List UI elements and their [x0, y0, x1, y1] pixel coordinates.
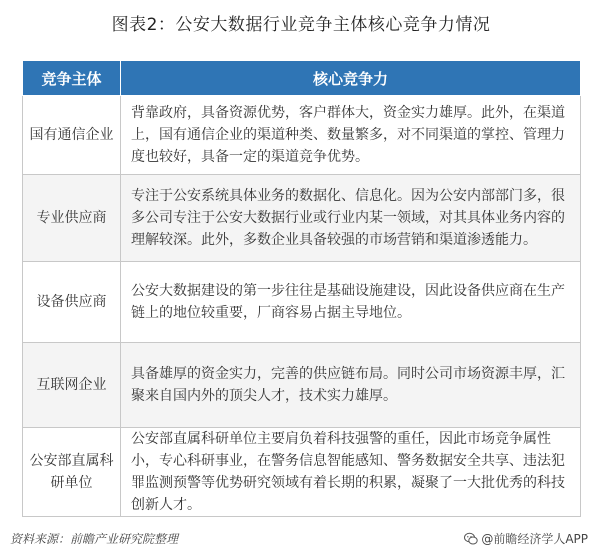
row-subject: 专业供应商 — [23, 175, 121, 262]
header-subject: 竞争主体 — [23, 61, 121, 96]
row-description: 背靠政府，具备资源优势，客户群体大，资金实力雄厚。此外，在渠道上，国有通信企业的渠道种类、数量繁多，对不同渠道的掌控、管理力度也较好，具备一定的渠道竞争优势。 — [121, 96, 581, 175]
table-row — [23, 175, 581, 262]
row-subject: 国有通信企业 — [23, 96, 121, 175]
competition-table — [22, 60, 581, 517]
table-row — [23, 428, 581, 517]
chart-title: 图表2：公安大数据行业竞争主体核心竞争力情况 — [111, 15, 491, 35]
brand-credit — [464, 530, 588, 547]
header-core-competitiveness: 核心竞争力 — [121, 61, 581, 96]
table-row — [23, 262, 581, 343]
table-row — [23, 343, 581, 428]
competition-table-container — [22, 60, 580, 517]
brand-label: @前瞻经济学人APP — [481, 532, 588, 546]
table-header-row — [23, 61, 581, 96]
row-subject: 互联网企业 — [23, 343, 121, 428]
row-description: 公安部直属科研单位主要肩负着科技强警的重任，因此市场竞争属性小，专心科研事业，在警务信息智能感知、警务数据安全共享、违法犯罪监测预警等优势研究领域有着长期的积累，凝聚了一大批优秀的科技创新人才。 — [121, 428, 581, 517]
row-description: 公安大数据建设的第一步往往是基础设施建设，因此设备供应商在生产链上的地位较重要，厂商容易占据主导地位。 — [121, 262, 581, 343]
row-subject: 设备供应商 — [23, 262, 121, 343]
row-subject: 公安部直属科研单位 — [23, 428, 121, 517]
table-row — [23, 96, 581, 175]
footer — [0, 528, 602, 554]
source-note: 资料来源：前瞻产业研究院整理 — [10, 532, 179, 546]
wechat-icon — [464, 532, 478, 546]
row-description: 专注于公安系统具体业务的数据化、信息化。因为公安内部部门多，很多公司专注于公安大数据行业或行业内某一领域，对其具体业务内容的理解较深。此外，多数企业具备较强的市场营销和渠道渗透能力。 — [121, 175, 581, 262]
row-description: 具备雄厚的资金实力，完善的供应链布局。同时公司市场资源丰厚，汇聚来自国内外的顶尖人才，技术实力雄厚。 — [121, 343, 581, 428]
